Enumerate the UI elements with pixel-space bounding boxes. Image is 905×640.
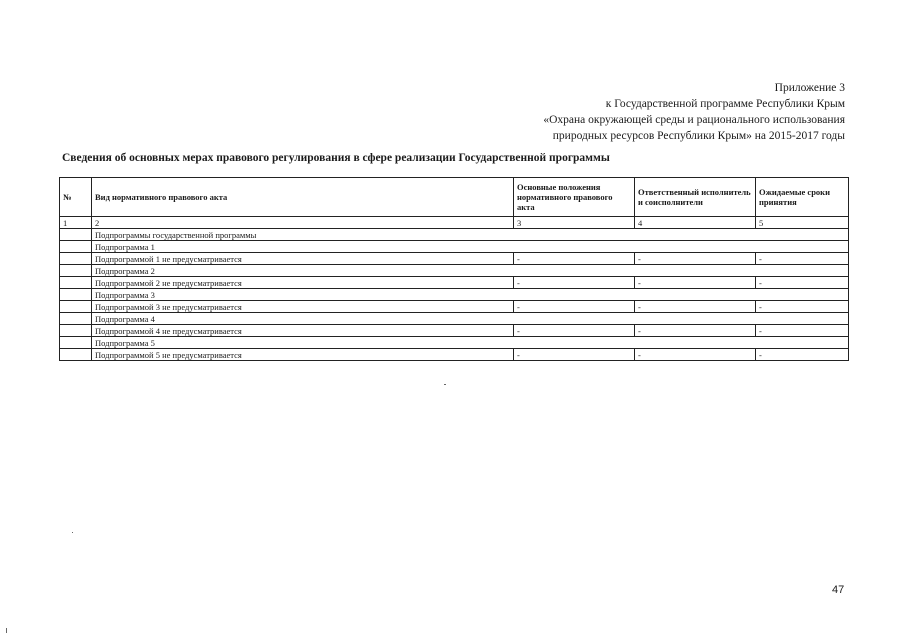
dates-cell: - [756,325,849,337]
subprogram-row [60,265,849,277]
table-row [60,301,849,313]
column-number: 1 [60,217,92,229]
responsible-cell: - [635,325,756,337]
subprogram-label: Подпрограмма 1 [92,241,849,253]
header-act-type: Вид нормативного правового акта [92,178,514,217]
page-number: 47 [832,584,845,596]
dates-cell: - [756,301,849,313]
table-cell [60,313,92,325]
dates-cell: - [756,349,849,361]
header-number: № [60,178,92,217]
act-type-cell: Подпрограммой 4 не предусматривается [92,325,514,337]
appendix-program-name-2: природных ресурсов Республики Крым» на 2015-2017 годы [552,130,845,142]
subprogram-label: Подпрограмма 2 [92,265,849,277]
table-rows [60,241,849,361]
responsible-cell: - [635,253,756,265]
responsible-cell: - [635,301,756,313]
act-type-cell: Подпрограммой 2 не предусматривается [92,277,514,289]
subprogram-row [60,241,849,253]
dates-cell: - [756,277,849,289]
provisions-cell: - [514,277,635,289]
table-cell [60,349,92,361]
table-row [60,253,849,265]
column-number: 5 [756,217,849,229]
subprogram-label: Подпрограмма 5 [92,337,849,349]
scan-speck [72,532,73,533]
table-cell [60,265,92,277]
column-number: 4 [635,217,756,229]
appendix-label: Приложение 3 [774,82,845,94]
provisions-cell: - [514,349,635,361]
appendix-header [425,80,845,144]
table-cell [60,289,92,301]
subprogram-label: Подпрограмма 3 [92,289,849,301]
table-cell [60,241,92,253]
provisions-cell: - [514,253,635,265]
section-row [60,229,849,241]
legal-measures-table [59,177,849,361]
table-cell [60,277,92,289]
appendix-program-name-1: «Охрана окружающей среды и рационального использования [543,114,845,126]
section-label: Подпрограммы государственной программы [92,229,849,241]
column-number: 3 [514,217,635,229]
responsible-cell: - [635,349,756,361]
column-number-row [60,217,849,229]
act-type-cell: Подпрограммой 5 не предусматривается [92,349,514,361]
subprogram-row [60,289,849,301]
header-responsible: Ответственный исполнитель и соисполнители [635,178,756,217]
table-cell [60,301,92,313]
table-cell [60,325,92,337]
scan-speck [6,628,7,633]
dates-cell: - [756,253,849,265]
table-cell [60,337,92,349]
table-cell [60,253,92,265]
appendix-program-ref: к Государственной программе Республики Крым [605,98,845,110]
table-row [60,349,849,361]
act-type-cell: Подпрограммой 3 не предусматривается [92,301,514,313]
act-type-cell: Подпрограммой 1 не предусматривается [92,253,514,265]
table-row [60,325,849,337]
provisions-cell: - [514,325,635,337]
header-expected-dates: Ожидаемые сроки принятия [756,178,849,217]
table-row [60,277,849,289]
subprogram-label: Подпрограмма 4 [92,313,849,325]
document-title: Сведения об основных мерах правового регулирования в сфере реализации Государственной программы [62,152,610,164]
column-number: 2 [92,217,514,229]
provisions-cell: - [514,301,635,313]
table-cell [60,229,92,241]
responsible-cell: - [635,277,756,289]
subprogram-row [60,313,849,325]
subprogram-row [60,337,849,349]
scan-speck [444,384,446,385]
header-main-provisions: Основные положения нормативного правового акта [514,178,635,217]
table-header-row [60,178,849,217]
